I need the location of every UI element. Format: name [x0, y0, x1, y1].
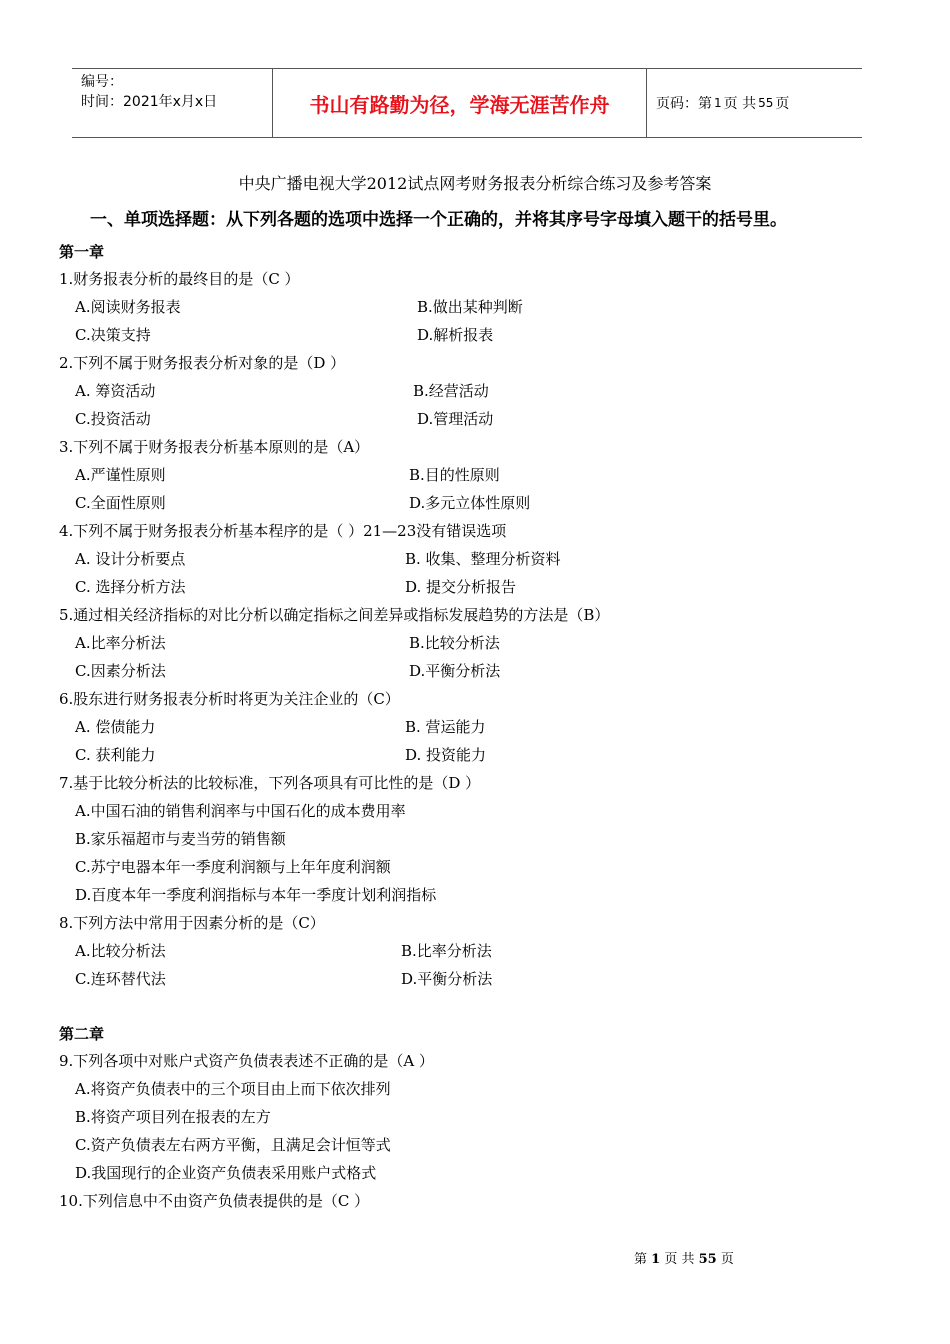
option-b: B.做出某种判断	[417, 298, 523, 316]
option-a: A.严谨性原则	[75, 466, 166, 484]
header-left-cell	[72, 69, 273, 137]
page-end: 页	[775, 96, 790, 112]
option-a: A.中国石油的销售利润率与中国石化的成本费用率	[75, 802, 406, 820]
option-a: A.比率分析法	[75, 634, 166, 652]
slogan: 书山有路勤为径，学海无涯苦作舟	[273, 69, 647, 137]
option-c: C. 选择分析方法	[75, 578, 186, 596]
header-table	[72, 68, 862, 138]
chapter-heading: 第一章	[59, 243, 105, 261]
question-text: 3.下列不属于财务报表分析基本原则的是（A）	[59, 438, 370, 456]
option-a: A. 筹资活动	[75, 382, 156, 400]
question-text: 7.基于比较分析法的比较标准，下列各项具有可比性的是（D ）	[59, 774, 481, 792]
footer-mid: 页 共	[664, 1252, 695, 1267]
option-d: D.管理活动	[417, 410, 494, 428]
page-total: 55	[758, 96, 774, 110]
page-label: 页码：第	[656, 96, 712, 112]
option-a: A. 偿债能力	[75, 718, 156, 736]
option-d: D. 投资能力	[405, 746, 487, 764]
question-text: 2.下列不属于财务报表分析对象的是（D ）	[59, 354, 346, 372]
footer-page-number: 1	[651, 1252, 661, 1267]
option-d: D.百度本年一季度利润指标与本年一季度计划利润指标	[75, 886, 437, 904]
option-c: C.资产负债表左右两方平衡，且满足会计恒等式	[75, 1136, 391, 1154]
option-b: B.比率分析法	[401, 942, 492, 960]
question-text: 8.下列方法中常用于因素分析的是（C）	[59, 914, 325, 932]
option-a: A.将资产负债表中的三个项目由上而下依次排列	[75, 1080, 391, 1098]
footer-suffix: 页	[720, 1252, 734, 1267]
option-c: C.全面性原则	[75, 494, 166, 512]
option-d: D.平衡分析法	[409, 662, 501, 680]
option-d: D.解析报表	[417, 326, 494, 344]
question-text: 1.财务报表分析的最终目的是（C ）	[59, 270, 300, 288]
option-b: B. 收集、整理分析资料	[405, 550, 561, 568]
option-b: B. 营运能力	[405, 718, 486, 736]
option-b: B.将资产项目列在报表的左方	[75, 1108, 271, 1126]
option-c: C.连环替代法	[75, 970, 166, 988]
footer-prefix: 第	[634, 1252, 648, 1267]
option-b: B.家乐福超市与麦当劳的销售额	[75, 830, 286, 848]
option-d: D. 提交分析报告	[405, 578, 517, 596]
option-d: D.多元立体性原则	[409, 494, 531, 512]
question-text: 6.股东进行财务报表分析时将更为关注企业的（C）	[59, 690, 400, 708]
option-a: A.阅读财务报表	[75, 298, 181, 316]
option-c: C. 获利能力	[75, 746, 156, 764]
page-mid: 页 共	[723, 96, 757, 112]
option-b: B.目的性原则	[409, 466, 500, 484]
option-c: C.因素分析法	[75, 662, 166, 680]
page-footer	[634, 1248, 734, 1267]
chapter-heading: 第二章	[59, 1025, 105, 1043]
question-text: 10.下列信息中不由资产负债表提供的是（C ）	[59, 1192, 370, 1210]
question-text: 5.通过相关经济指标的对比分析以确定指标之间差异或指标发展趋势的方法是（B）	[59, 606, 610, 624]
page-info	[647, 69, 862, 137]
option-d: D.我国现行的企业资产负债表采用账户式格式	[75, 1164, 377, 1182]
option-a: A.比较分析法	[75, 942, 166, 960]
section-title: 一、单项选择题：从下列各题的选项中选择一个正确的，并将其序号字母填入题干的括号里。	[90, 210, 787, 230]
time-label: 时间：2021年x月x日	[81, 94, 218, 110]
option-b: B.比较分析法	[409, 634, 500, 652]
question-text: 9.下列各项中对账户式资产负债表表述不正确的是（A ）	[59, 1052, 434, 1070]
page-number: 1	[714, 96, 722, 110]
option-c: C.投资活动	[75, 410, 151, 428]
option-b: B.经营活动	[413, 382, 489, 400]
footer-page-total: 55	[698, 1252, 717, 1267]
option-c: C.苏宁电器本年一季度利润额与上年年度利润额	[75, 858, 391, 876]
question-text: 4.下列不属于财务报表分析基本程序的是（ ）21—23没有错误选项	[59, 522, 507, 540]
option-c: C.决策支持	[75, 326, 151, 344]
number-label: 编号：	[81, 74, 123, 90]
option-d: D.平衡分析法	[401, 970, 493, 988]
document-title: 中央广播电视大学2012试点网考财务报表分析综合练习及参考答案	[238, 174, 712, 193]
option-a: A. 设计分析要点	[75, 550, 186, 568]
